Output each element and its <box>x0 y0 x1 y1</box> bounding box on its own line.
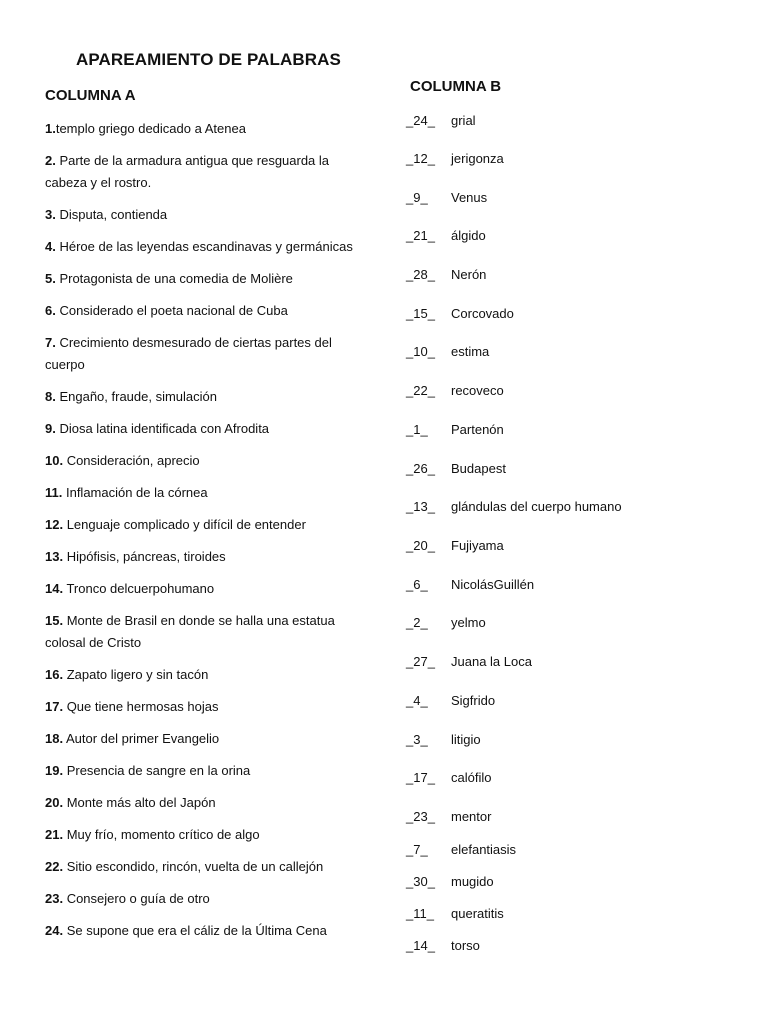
list-item <box>45 578 365 600</box>
item-number: 21. <box>45 827 64 842</box>
list-item <box>45 386 365 408</box>
item-number: 19. <box>45 763 64 778</box>
item-number: 18. <box>45 731 64 746</box>
item-number: 13. <box>45 549 64 564</box>
item-word: NicolásGuillén <box>451 577 535 592</box>
list-item <box>406 576 534 594</box>
item-text: Hipófisis, páncreas, tiroides <box>63 549 226 564</box>
list-item <box>406 150 504 168</box>
list-item <box>406 692 495 710</box>
list-item <box>45 664 365 686</box>
item-word: estima <box>451 344 490 359</box>
answer-blank: _27_ <box>406 654 435 669</box>
answer-blank: _3_ <box>406 732 428 747</box>
answer-blank: _14_ <box>406 938 435 953</box>
answer-blank: _17_ <box>406 770 435 785</box>
item-number: 24. <box>45 923 64 938</box>
item-text: Considerado el poeta nacional de Cuba <box>55 303 288 318</box>
item-word: Partenón <box>451 422 504 437</box>
list-item <box>406 382 504 400</box>
item-word: Fujiyama <box>451 538 504 553</box>
list-item <box>406 653 532 671</box>
list-item <box>406 769 491 787</box>
item-number: 1. <box>45 121 56 136</box>
answer-blank: _21_ <box>406 228 435 243</box>
item-number: 16. <box>45 667 64 682</box>
item-number: 10. <box>45 453 64 468</box>
item-word: Venus <box>451 190 488 205</box>
list-item <box>406 841 516 859</box>
item-word: queratitis <box>451 906 504 921</box>
item-text: Engaño, fraude, simulación <box>55 389 217 404</box>
item-word: torso <box>451 938 480 953</box>
item-number: 20. <box>45 795 64 810</box>
item-word: Nerón <box>451 267 487 282</box>
item-text: Que tiene hermosas hojas <box>63 699 219 714</box>
item-text: Sitio escondido, rincón, vuelta de un callejón <box>63 859 324 874</box>
item-number: 2. <box>45 153 56 168</box>
list-item <box>406 421 504 439</box>
answer-blank: _7_ <box>406 842 428 857</box>
item-number: 23. <box>45 891 64 906</box>
item-number: 9. <box>45 421 56 436</box>
list-item <box>406 498 622 516</box>
answer-blank: _22_ <box>406 383 435 398</box>
column-a-heading: COLUMNA A <box>45 87 136 104</box>
answer-blank: _20_ <box>406 538 435 553</box>
item-text: Autor del primer Evangelio <box>63 731 220 746</box>
column-a-list <box>45 118 365 952</box>
item-number: 8. <box>45 389 56 404</box>
list-item <box>406 343 489 361</box>
item-number: 6. <box>45 303 56 318</box>
list-item <box>406 937 480 955</box>
item-word: grial <box>451 113 476 128</box>
list-item <box>406 614 486 632</box>
list-item <box>45 546 365 568</box>
list-item <box>45 888 365 910</box>
item-number: 11. <box>45 485 63 500</box>
answer-blank: _1_ <box>406 422 428 437</box>
item-text: Protagonista de una comedia de Molière <box>55 271 293 286</box>
item-text: Consideración, aprecio <box>63 453 200 468</box>
column-b-heading: COLUMNA B <box>410 78 502 95</box>
list-item <box>45 920 365 942</box>
answer-blank: _9_ <box>406 190 428 205</box>
item-text: Presencia de sangre en la orina <box>63 763 251 778</box>
answer-blank: _24_ <box>406 113 435 128</box>
answer-blank: _13_ <box>406 499 435 514</box>
answer-blank: _2_ <box>406 615 428 630</box>
page-title: APAREAMIENTO DE PALABRAS <box>76 50 341 69</box>
column-b-list <box>406 0 746 1024</box>
list-item <box>406 905 504 923</box>
answer-blank: _4_ <box>406 693 428 708</box>
item-text: Héroe de las leyendas escandinavas y germánicas <box>55 239 353 254</box>
answer-blank: _26_ <box>406 461 435 476</box>
list-item <box>406 731 481 749</box>
list-item <box>45 824 365 846</box>
item-word: álgido <box>451 228 486 243</box>
item-number: 17. <box>45 699 64 714</box>
list-item <box>45 792 365 814</box>
item-text: Crecimiento desmesurado de ciertas partes del cuerpo <box>45 335 332 372</box>
list-item <box>406 808 491 826</box>
item-word: litigio <box>451 732 481 747</box>
list-item <box>406 305 514 323</box>
list-item <box>45 696 365 718</box>
list-item <box>45 236 365 258</box>
list-item <box>45 610 365 654</box>
list-item <box>406 537 504 555</box>
answer-blank: _10_ <box>406 344 435 359</box>
list-item <box>45 204 365 226</box>
answer-blank: _12_ <box>406 151 435 166</box>
item-text: Lenguaje complicado y difícil de entender <box>63 517 306 532</box>
item-word: Budapest <box>451 461 506 476</box>
item-text: Parte de la armadura antigua que resguarda la cabeza y el rostro. <box>45 153 330 190</box>
item-word: recoveco <box>451 383 504 398</box>
list-item <box>45 760 365 782</box>
item-word: Corcovado <box>451 306 514 321</box>
item-number: 4. <box>45 239 56 254</box>
item-text: Monte de Brasil en donde se halla una estatua colosal de Cristo <box>45 613 335 650</box>
list-item <box>45 450 365 472</box>
list-item <box>45 332 365 376</box>
list-item <box>406 227 486 245</box>
item-number: 7. <box>45 335 56 350</box>
answer-blank: _15_ <box>406 306 435 321</box>
item-number: 12. <box>45 517 64 532</box>
answer-blank: _30_ <box>406 874 435 889</box>
item-word: glándulas del cuerpo humano <box>451 499 622 514</box>
item-text: Muy frío, momento crítico de algo <box>63 827 260 842</box>
list-item <box>45 150 365 194</box>
item-text: Monte más alto del Japón <box>63 795 216 810</box>
list-item <box>45 118 365 140</box>
item-text: Consejero o guía de otro <box>63 891 210 906</box>
list-item <box>45 268 365 290</box>
answer-blank: _23_ <box>406 809 435 824</box>
item-text: templo griego dedicado a Atenea <box>55 121 246 136</box>
item-number: 22. <box>45 859 64 874</box>
item-word: Sigfrido <box>451 693 496 708</box>
list-item <box>45 418 365 440</box>
item-text: Zapato ligero y sin tacón <box>63 667 209 682</box>
list-item <box>406 189 487 207</box>
item-number: 5. <box>45 271 56 286</box>
answer-blank: _6_ <box>406 577 428 592</box>
item-text: Disputa, contienda <box>55 207 168 222</box>
item-word: Juana la Loca <box>451 654 532 669</box>
answer-blank: _28_ <box>406 267 435 282</box>
item-number: 14. <box>45 581 64 596</box>
item-word: calófilo <box>451 770 492 785</box>
answer-blank: _11_ <box>406 906 434 921</box>
item-text: Diosa latina identificada con Afrodita <box>55 421 270 436</box>
list-item <box>45 514 365 536</box>
item-word: elefantiasis <box>451 842 517 857</box>
list-item <box>406 873 494 891</box>
item-number: 15. <box>45 613 64 628</box>
list-item <box>406 266 486 284</box>
list-item <box>45 482 365 504</box>
item-text: Inflamación de la córnea <box>62 485 208 500</box>
list-item <box>406 460 506 478</box>
item-text: Se supone que era el cáliz de la Última Cena <box>63 923 327 938</box>
list-item <box>45 728 365 750</box>
list-item <box>45 856 365 878</box>
item-word: mentor <box>451 809 492 824</box>
item-number: 3. <box>45 207 56 222</box>
item-word: jerigonza <box>451 151 504 166</box>
item-word: yelmo <box>451 615 486 630</box>
item-text: Tronco delcuerpohumano <box>63 581 215 596</box>
item-word: mugido <box>451 874 494 889</box>
list-item <box>406 112 476 130</box>
list-item <box>45 300 365 322</box>
